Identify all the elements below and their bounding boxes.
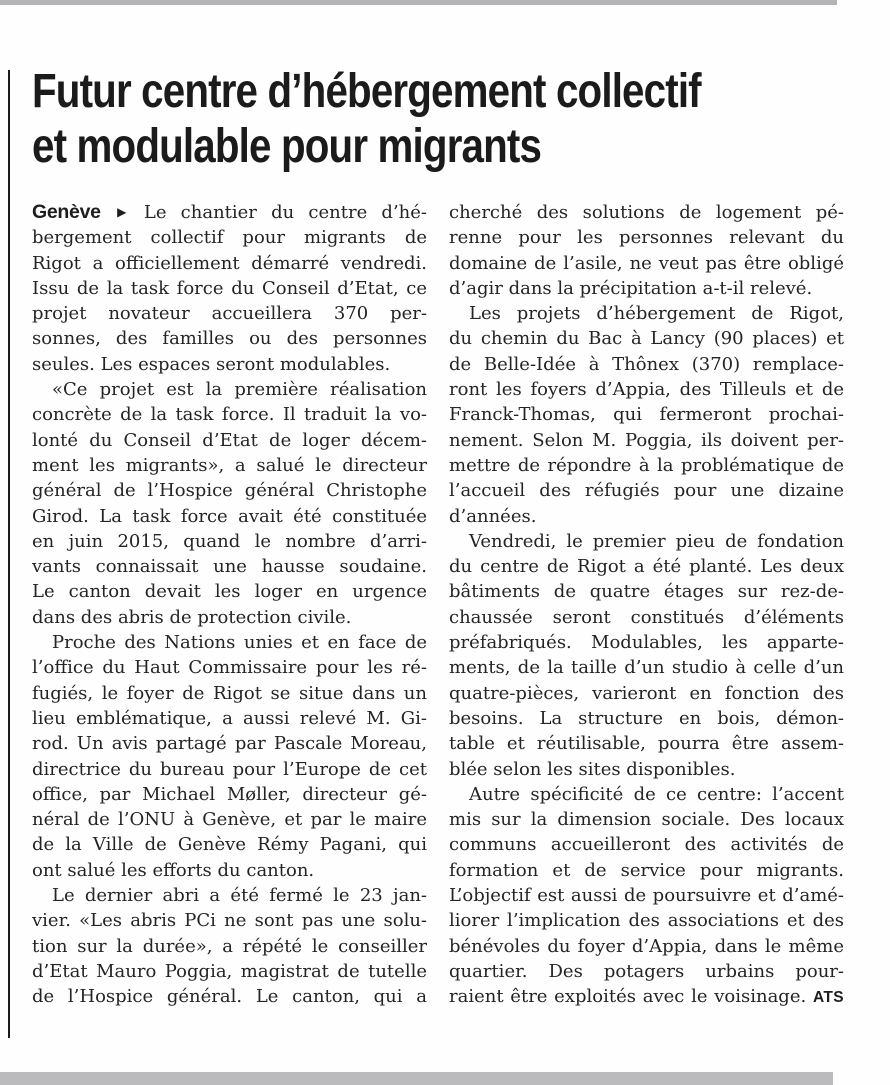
body-line: Les projets d’hébergement de Rigot, [469, 303, 844, 325]
body-line: de Belle-Idée à Thônex (370) remplace- [449, 353, 844, 375]
body-line: Rigot a officiellement démarré vendredi. [32, 252, 427, 274]
body-line: renne pour les personnes relevant du [449, 227, 844, 249]
paragraph [449, 301, 844, 529]
paragraph [32, 200, 427, 377]
body-line: table et réutilisable, pourra être assem- [449, 733, 844, 755]
body-line: blée selon les sites disponibles. [449, 758, 736, 780]
body-line: domaine de l’asile, ne veut pas être obligé [449, 252, 844, 274]
body-line: tion sur la durée», a répété le conseiller [32, 935, 427, 957]
page-bottom-divider [0, 1072, 833, 1085]
paragraph [449, 200, 844, 301]
body-line: d’agir dans la précipitation a-t-il relevé. [449, 277, 813, 299]
body-line: ront les foyers d’Appia, des Tilleuls et de [449, 379, 844, 401]
body-line: liorer l’implication des associations et des [449, 910, 844, 932]
body-line: projet novateur accueillera 370 per- [32, 303, 427, 325]
body-line: d’années. [449, 505, 537, 527]
body-line: mis sur la dimension sociale. Des locaux [449, 809, 844, 831]
body-line: communs accueilleront des activités de [449, 834, 844, 856]
body-line: l’accueil des réfugiés pour une dizaine [449, 480, 844, 502]
body-line: quartier. Des potagers urbains pour- [449, 960, 844, 982]
dateline-arrow-icon: ▶ [108, 205, 135, 219]
body-line: rod. Un avis partagé par Pascale Moreau, [32, 733, 427, 755]
body-line: néral de l’ONU à Genève, et par le maire [32, 809, 427, 831]
body-line: Autre spécificité de ce centre: l’accent [469, 783, 844, 805]
body-line: dans des abris de protection civile. [32, 606, 352, 628]
body-line: de la Ville de Genève Rémy Pagani, qui [32, 834, 427, 856]
body-line: Girod. La task force avait été constituée [32, 505, 427, 527]
body-line: bergement collectif pour migrants de [32, 227, 427, 249]
body-line: bâtiments de quatre étages sur rez-de- [449, 581, 844, 603]
body-line: fugiés, le foyer de Rigot se situe dans un [32, 682, 427, 704]
body-line: en juin 2015, quand le nombre d’arri- [32, 530, 427, 552]
dateline-location: Genève [32, 201, 101, 223]
body-line: ments, de la taille d’un studio à celle d’un [449, 657, 844, 679]
body-line: quatre-pièces, varieront en fonction des [449, 682, 844, 704]
body-line: chaussée seront constitués d’éléments [449, 606, 844, 628]
title-line-2: et modulable pour migrants [32, 120, 542, 173]
body-line: raient être exploités avec le voisinage. ATS [449, 986, 844, 1008]
paragraph [449, 782, 844, 1011]
body-line: Genève ▶ Le chantier du centre d’hé- [32, 201, 427, 223]
body-line: vier. «Les abris PCi ne sont pas une solu- [32, 910, 427, 932]
page-top-divider [0, 0, 837, 5]
body-line: préfabriqués. Modulables, les apparte- [449, 632, 844, 654]
body-line: cherché des solutions de logement pé- [449, 202, 844, 223]
paragraph [32, 630, 427, 883]
body-line: l’office du Haut Commissaire pour les ré- [32, 657, 427, 679]
paragraph [449, 529, 844, 782]
body-line: Issu de la task force du Conseil d’Etat, ce [32, 277, 427, 299]
body-line: Franck-Thomas, qui fermeront prochai- [449, 404, 844, 426]
article-title [32, 64, 828, 174]
body-line: Le dernier abri a été fermé le 23 jan- [52, 885, 427, 907]
paragraph [32, 883, 427, 1009]
body-line: «Ce projet est la première réalisation [52, 379, 427, 401]
body-line: général de l’Hospice général Christophe [32, 480, 427, 502]
body-line: d’Etat Mauro Poggia, magistrat de tutelle [32, 960, 427, 982]
title-line-1: Futur centre d’hébergement collectif [32, 65, 701, 118]
body-line: sonnes, des familles ou des personnes [32, 328, 427, 350]
body-line: directrice du bureau pour l’Europe de cet [32, 758, 427, 780]
body-line: mettre de répondre à la problématique de [449, 454, 844, 476]
body-line: Vendredi, le premier pieu de fondation [469, 530, 844, 552]
body-line: office, par Michael Møller, directeur gé- [32, 783, 427, 805]
body-line: du centre de Rigot a été planté. Les deux [449, 556, 844, 578]
body-line: Le canton devait les loger en urgence [32, 581, 427, 603]
body-line: lieu emblématique, a aussi relevé M. Gi- [32, 707, 427, 729]
body-line: seules. Les espaces seront modulables. [32, 353, 391, 375]
body-line: formation et de service pour migrants. [449, 859, 844, 881]
body-line: nement. Selon M. Poggia, ils doivent per- [449, 429, 844, 451]
body-line: ont salué les efforts du canton. [32, 859, 315, 881]
body-line: concrète de la task force. Il traduit la vo- [32, 404, 427, 426]
body-line: Proche des Nations unies et en face de [52, 632, 427, 654]
body-line: lonté du Conseil d’Etat de loger décem- [32, 429, 427, 451]
body-line: L’objectif est aussi de poursuivre et d’amé- [449, 885, 844, 907]
body-line: besoins. La structure en bois, démon- [449, 707, 844, 729]
body-line: du chemin du Bac à Lancy (90 places) et [449, 328, 844, 350]
column-left [32, 200, 427, 1011]
body-line: de l’Hospice général. Le canton, qui a [32, 986, 427, 1008]
column-right [449, 200, 844, 1011]
article-body [32, 200, 844, 1011]
body-line: bénévoles du foyer d’Appia, dans le même [449, 935, 844, 957]
paragraph [32, 377, 427, 630]
article-left-rule [8, 70, 10, 1038]
body-line: ment les migrants», a salué le directeur [32, 454, 427, 476]
body-line: vants connaissait une hausse soudaine. [32, 556, 427, 578]
agency-credit: ATS [812, 989, 844, 1007]
